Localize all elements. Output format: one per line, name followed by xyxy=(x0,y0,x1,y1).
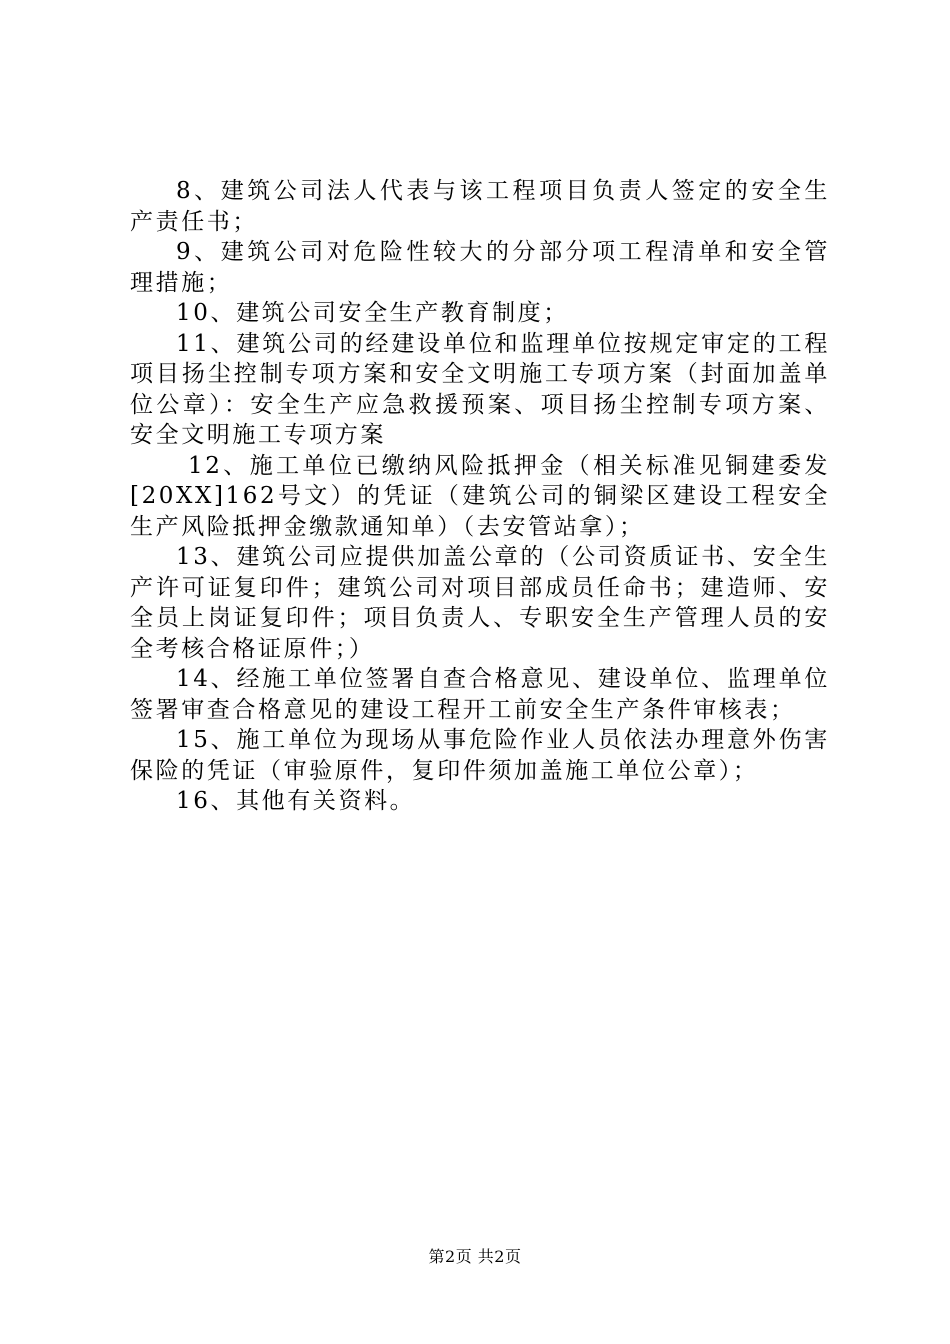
list-item-8: 8、建筑公司法人代表与该工程项目负责人签定的安全生产责任书； xyxy=(130,178,830,235)
list-item-15: 15、施工单位为现场从事危险作业人员依法办理意外伤害保险的凭证（审验原件，复印件须加盖施工单位公章）； xyxy=(130,727,830,784)
list-item-9: 9、建筑公司对危险性较大的分部分项工程清单和安全管理措施； xyxy=(130,239,830,296)
list-item-16: 16、其他有关资料。 xyxy=(176,788,416,814)
page-number-footer: 第2页 共2页 xyxy=(428,1247,522,1266)
list-item-14: 14、经施工单位签署自查合格意见、建设单位、监理单位签署审查合格意见的建设工程开工前安全生产条件审核表； xyxy=(130,666,830,723)
document-body xyxy=(130,176,830,817)
list-item-13: 13、建筑公司应提供加盖公章的（公司资质证书、安全生产许可证复印件；建筑公司对项目部成员任命书；建造师、安全员上岗证复印件；项目负责人、专职安全生产管理人员的安全考核合格证原件；） xyxy=(130,544,830,662)
list-item-12: 12、施工单位已缴纳风险抵押金（相关标准见铜建委发[20XX]162号文）的凭证（建筑公司的铜梁区建设工程安全生产风险抵押金缴款通知单）（去安管站拿）； xyxy=(130,452,830,540)
list-item-10: 10、建筑公司安全生产教育制度； xyxy=(176,300,569,326)
list-item-11: 11、建筑公司的经建设单位和监理单位按规定审定的工程项目扬尘控制专项方案和安全文明施工专项方案（封面加盖单位公章）：安全生产应急救援预案、项目扬尘控制专项方案、安全文明施工专项方案 xyxy=(130,330,830,448)
